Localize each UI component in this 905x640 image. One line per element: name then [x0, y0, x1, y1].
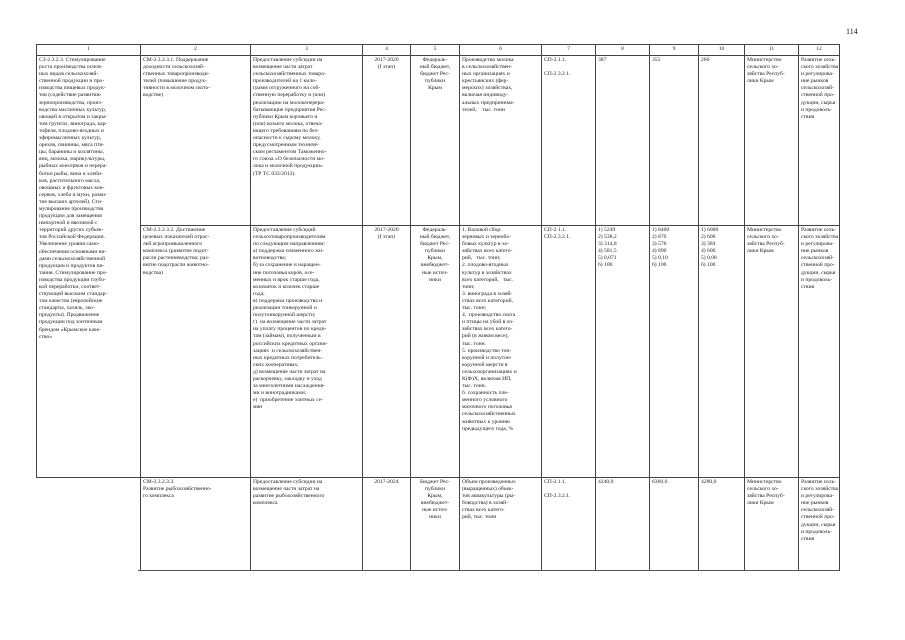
- period-cell: 2017-2024: [363, 478, 411, 571]
- indicator-cell: Объем произведенных (выращенных) объек- тов аквакультуры (ры- боводства) в хозяй- ствах всех катего- рий, тыс. тонн: [460, 478, 542, 571]
- program-cell: Развитие сель- ского хозяйства и регулирова- ние рынков сельскохозяй- ственной про- дукции, сырья и продоволь- ствия: [799, 56, 840, 226]
- executor-cell: Министерство сельского хо- зяйства Респуб- лики Крым: [745, 478, 799, 571]
- header-cell-6: 6: [460, 45, 542, 56]
- measure-cell: СМ-2.3.2.3.2. Достижение целевых показателей отрас- лей агропромышленного комплекса (развитие подот- расли растениеводства; раз- витие подотрасли животно- водства): [141, 226, 251, 478]
- value-cell-10: 260: [699, 56, 745, 226]
- value-cell-8: 4240,0: [596, 478, 650, 571]
- header-cell-2: 2: [141, 45, 251, 56]
- goal-code-cell: СП-2.1.1. СП-2.3.2.1.: [542, 478, 596, 571]
- value-cell-9: 355: [650, 56, 699, 226]
- header-cell-12: 12: [799, 45, 840, 56]
- funding-source-cell: Федераль- ный бюджет, бюджет Рес- публики Крым: [411, 56, 460, 226]
- header-cell-7: 7: [542, 45, 596, 56]
- table-row: [37, 478, 840, 571]
- program-measures-table: [36, 44, 840, 571]
- value-cell-10: 4280,0: [699, 478, 745, 571]
- indicator-cell: Производство молока в сельскохозяйствен- ных организациях и крестьянских (фер- мерских) хозяйствах, включая индивиду- альных предпринима- телей, тыс. тонн: [460, 56, 542, 226]
- table-bottom-rule: [138, 570, 839, 571]
- page-number: 114: [846, 27, 858, 36]
- goal-code-cell: СП-2.1.1. СП-2.3.2.1.: [542, 56, 596, 226]
- header-cell-9: 9: [650, 45, 699, 56]
- measure-cell: СМ-2.3.2.3.1. Поддержание доходности сельскохозяй- ственных товаропроизводи- телей (повышение продук- тивности в молочном ското- водстве): [141, 56, 251, 226]
- funding-source-cell: Бюджет Рес- публики Крым, внебюджет- ные источ- ники: [411, 478, 460, 571]
- period-cell: 2017-2020 (I этап): [363, 226, 411, 478]
- value-cell-10: 1) 6000 2) 600 3) 384 4) 600 5) 0,08 6) 100: [699, 226, 745, 478]
- measure-cell: СМ-2.3.2.3.3. Развитие рыбохозяйственно- го комплекса: [141, 478, 251, 571]
- table-row: [37, 226, 840, 478]
- header-cell-10: 10: [699, 45, 745, 56]
- period-cell: 2017-2020 (I этап): [363, 56, 411, 226]
- funding-source-cell: Федераль- ный бюджет, бюджет Рес- публики Крым, внебюджет- ные источ- ники: [411, 226, 460, 478]
- goal-code-cell: СП-2.1.1. СП-2.3.2.1.: [542, 226, 596, 478]
- header-cell-5: 5: [411, 45, 460, 56]
- table-row: [37, 56, 840, 226]
- value-cell-9: 1) 8400 2) 870 3) 576 4) 890 5) 0,10 6) 100: [650, 226, 699, 478]
- header-cell-1: 1: [37, 45, 141, 56]
- header-cell-8: 8: [596, 45, 650, 56]
- value-cell-8: 387: [596, 56, 650, 226]
- mechanism-cell: Предоставление субсидии на возмещение части затрат на развитие рыбохозяйственного комплекса: [251, 478, 363, 571]
- mechanism-cell: Предоставление субсидий сельхозтоваропроизводителям по следующим направлениям: а) поддержка племенного жи- вотноводства; б) за сохранение и наращен- ние поголовья коров, осе- менных и ярок старше года, козоматок и козочек старше года; в) поддержка производства и реализации тонкорунной и полутонкорунной шерсти; г) на возмещение части затрат на уплату процентов по креди- там (займам), полученным в российских кредитных органи- зациях и сельскохозяйствен- ных кредитных потребитель- ских кооперативах; д) возмещение части затрат на раскорчевку, закладку и уход за многолетними насаждения- ми и виноградниками; е) приобретение элитных се- мян: [251, 226, 363, 478]
- mechanism-cell: Предоставление субсидии на возмещение части затрат сельскохозяйственных товаро- производителей на 1 кило- грамм отгруженного на соб- ственную переработку и (или) реализацию на молокоперера- батывающие предприятия Рес- публики Крым коровьего и (или) козьего молока, отвеча- ющего требованиям по без- опасности к сырому молоку, предусмотренным техниче- ским регламентом Таможенно- го союза «О безопасности мо- лока и молочной продукции» (ТР ТС 033/2013).: [251, 56, 363, 226]
- header-row: [37, 45, 840, 56]
- value-cell-9: 6360,0: [650, 478, 699, 571]
- task-description-cell: СЗ-2.3.2.3. Стимулирование роста производства основ- ных видов сельскохозяй- ственной продукции и про- изводства пищевых продук- тов (содействие развитию зернопроизводства, произ- водства масличных культур, овощей в открытом и закры- том грунтах, винограда, кар- тофеля, плодово-ягодных и эфиромасличных культур, орехов, свинины, мяса пти- цы, баранины и козлятины, яиц, молока, марикультуры, рыбных консервов и перера- ботки рыбы, вина и хлеби- ков, растительного масла, овощных и фруктовых кон- сервов, хлеба и муки, разви- тие высших артелей). Сти- мулирование производства продукции для замещения импортной и ввозимой с территорий других субъек- тов Российской Федерации. Увеличение уровня само- обеспечения основными ви- дами сельскохозяйственной продукции и продуктов пи- тания. Стимулирование про- изводства продукции глубо- кой переработки, соответ- ствующей высоким стандар- там качества (европейские стандарты, халяль, эко- продукты). Продвижение продукции под зонтичным брендом «Крымское каче- ство»: [37, 56, 141, 478]
- executor-cell: Министерство сельского хо- зяйства Респуб- лики Крым: [745, 226, 799, 478]
- indicator-cell: 1. Валовой сбор: зерновых и зернобо- бовых культур в хо- зяйствах всех катего- рий, тыс. тонн; 2. плодово-ягодных культур в хозяйствах всех категорий, тыс. тонн; 3. винограда в хозяй- ствах всех категорий, тыс. тонн; 4. производство скота и птицы на убой в хо- зяйствах всех катего- рий (в живом весе), тыс. тонн. 5. производство тон- корунной и полутон- корунной шерсти в сельхозорганизациях и К(Ф)Х, включая ИП, тыс. тонн. 6. сохранность пле- менного условного маточного поголовья сельскохозяйственных животных к уровню предыдущего года, %: [460, 226, 542, 478]
- program-cell: Развитие сель- ского хозяйства и регулирова- ние рынков сельскохозяй- ственной про- дукции, сырья и продоволь- ствия: [799, 226, 840, 478]
- header-cell-3: 3: [251, 45, 363, 56]
- executor-cell: Министерство сельского хо- зяйства Респуб- лики Крым: [745, 56, 799, 226]
- header-cell-11: 11: [745, 45, 799, 56]
- program-cell: Развитие сель- ского хозяйства и регулирова- ние рынков сельскохозяй- ственной про- дукции, сырья и продоволь- ствия: [799, 478, 840, 571]
- value-cell-8: 1) 5249 2) 538,2 3) 314,8 4) 581,5 5) 0,071 6) 100: [596, 226, 650, 478]
- empty-cell: [37, 478, 141, 571]
- header-cell-4: 4: [363, 45, 411, 56]
